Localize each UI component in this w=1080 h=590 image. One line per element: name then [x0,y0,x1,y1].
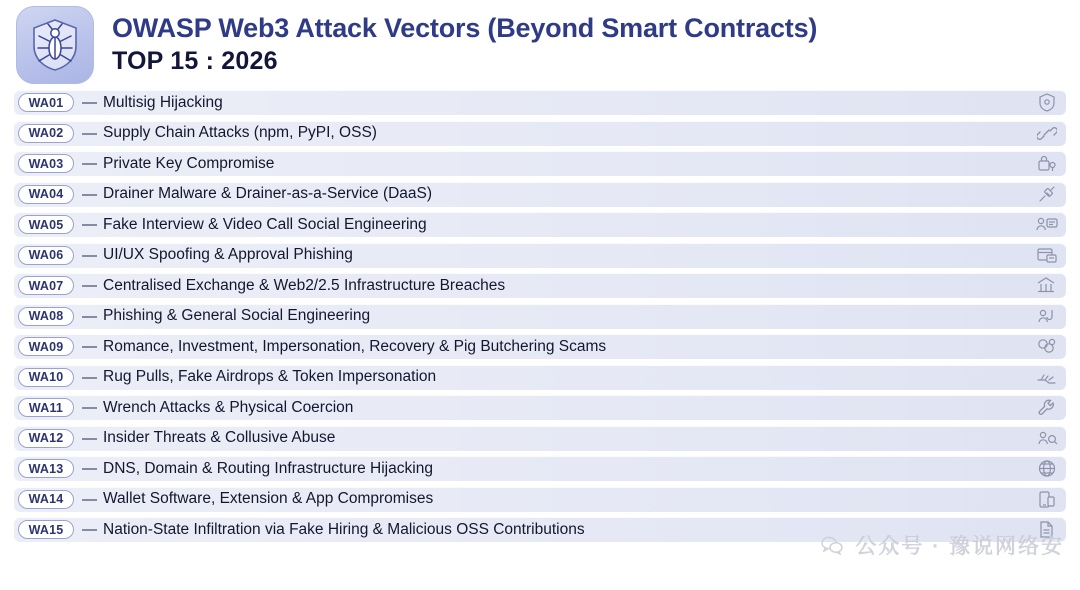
document-flag-icon [1034,519,1060,541]
list-item-label: Rug Pulls, Fake Airdrops & Token Impersonation [103,368,437,385]
dash-separator: — [82,124,97,142]
dash-separator: — [82,521,97,538]
status-badge: WA09 [18,337,74,356]
wrench-icon [1034,397,1060,419]
list-item[interactable] [14,487,1066,512]
shield-icon [1034,92,1060,114]
list-item[interactable] [14,517,1066,542]
header [0,0,1080,84]
status-badge: WA07 [18,276,74,295]
dash-separator: — [82,185,97,203]
list-item[interactable] [14,395,1066,420]
list-item[interactable] [14,365,1066,390]
status-badge: WA06 [18,246,74,265]
status-badge: WA03 [18,154,74,173]
list-item[interactable] [14,243,1066,268]
mobile-app-icon [1034,488,1060,510]
status-badge: WA05 [18,215,74,234]
dash-separator: — [82,399,97,416]
status-badge: WA04 [18,185,74,204]
dash-separator: — [82,277,97,294]
dash-separator: — [82,460,97,477]
list-item-label: Insider Threats & Collusive Abuse [103,429,336,446]
status-badge: WA15 [18,520,74,539]
status-badge: WA08 [18,307,74,326]
dash-separator: — [82,94,97,111]
list-item[interactable] [14,304,1066,329]
dash-separator: — [82,307,97,325]
dash-separator: — [82,216,97,233]
dash-separator: — [82,246,97,264]
list-item-label: Multisig Hijacking [103,93,223,111]
syringe-icon [1034,183,1060,205]
page-subtitle: TOP 15 : 2026 [112,46,278,75]
status-badge: WA02 [18,124,74,143]
list-item-label: Phishing & General Social Engineering [103,307,371,324]
status-badge: WA11 [18,398,74,417]
list-item-label: Wrench Attacks & Physical Coercion [103,398,354,416]
list-item-label: Supply Chain Attacks (npm, PyPI, OSS) [103,124,377,141]
list-item[interactable] [14,456,1066,481]
status-badge: WA01 [18,93,74,112]
key-lock-icon [1034,153,1060,175]
list-item[interactable] [14,90,1066,115]
dash-separator: — [82,429,97,447]
status-badge: WA10 [18,368,74,387]
list-item[interactable] [14,334,1066,359]
list-item[interactable] [14,121,1066,146]
video-call-person-icon [1034,214,1060,236]
list-item[interactable] [14,212,1066,237]
list-item[interactable] [14,182,1066,207]
browser-window-icon [1034,244,1060,266]
list-item[interactable] [14,151,1066,176]
chain-link-icon [1034,122,1060,144]
list-item[interactable] [14,426,1066,451]
dash-separator: — [82,490,97,508]
list-item-label: DNS, Domain & Routing Infrastructure Hijacking [103,459,433,477]
dash-separator: — [82,155,97,172]
list-item-label: UI/UX Spoofing & Approval Phishing [103,246,353,263]
list-item-label: Centralised Exchange & Web2/2.5 Infrastructure Breaches [103,276,506,294]
status-badge: WA12 [18,429,74,448]
hand-rug-pull-icon [1034,366,1060,388]
status-badge: WA13 [18,459,74,478]
person-hook-icon [1034,305,1060,327]
list-item-label: Private Key Compromise [103,154,275,172]
masks-coin-icon [1034,336,1060,358]
attack-vector-list [14,90,1066,542]
owasp-bug-shield-icon [16,6,94,84]
list-item-label: Drainer Malware & Drainer-as-a-Service (DaaS) [103,185,433,202]
list-item-label: Wallet Software, Extension & App Compromises [103,490,434,507]
insider-person-icon [1034,427,1060,449]
page-title: OWASP Web3 Attack Vectors (Beyond Smart Contracts) [112,12,818,43]
globe-icon [1034,458,1060,480]
list-item-label: Fake Interview & Video Call Social Engineering [103,215,427,233]
dash-separator: — [82,368,97,386]
status-badge: WA14 [18,490,74,509]
bank-building-icon [1034,275,1060,297]
title-block [112,13,817,77]
watermark-text: 公众号 · 豫说网络安 [855,535,1064,558]
list-item-label: Nation-State Infiltration via Fake Hiring & Malicious OSS Contributions [103,520,585,538]
list-item-label: Romance, Investment, Impersonation, Recovery & Pig Butchering Scams [103,337,607,355]
list-item[interactable] [14,273,1066,298]
dash-separator: — [82,338,97,355]
